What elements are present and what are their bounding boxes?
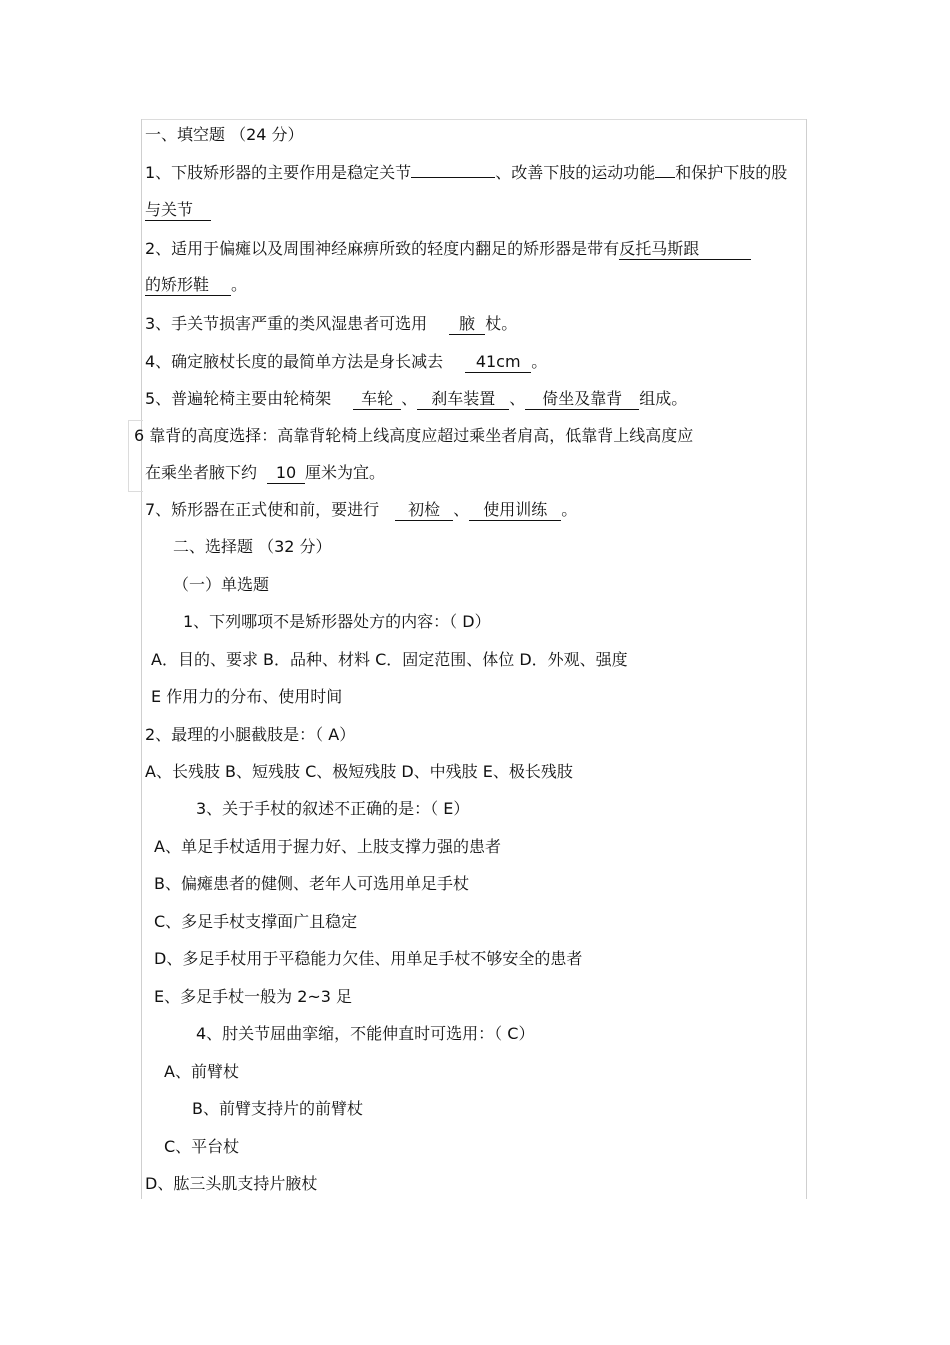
q7-answer-1: 初检	[395, 500, 453, 521]
q5-prefix: 5、普遍轮椅主要由轮椅架	[145, 389, 332, 408]
mc1-option-e: E 作用力的分布、使用时间	[151, 687, 343, 706]
q5-line	[145, 388, 687, 410]
page-border-right	[806, 119, 807, 1199]
q1-prefix: 1、下肢矫形器的主要作用是稳定关节	[145, 163, 412, 182]
mc4-option-c: C、平台杖	[164, 1137, 240, 1156]
q1-line2	[145, 199, 211, 221]
q4-prefix: 4、确定腋杖长度的最简单方法是身长减去	[145, 352, 444, 371]
section2-sub1: （一）单选题	[173, 575, 270, 594]
q3-suffix: 杖。	[485, 314, 518, 333]
q1-blank-1	[411, 177, 495, 178]
mc3-option-e: E、多足手杖一般为 2~3 足	[154, 987, 353, 1006]
q1-mid2: 和保护下肢的股	[675, 163, 788, 182]
mc4-option-d: D、肱三头肌支持片腋杖	[145, 1174, 318, 1193]
mc3-option-d: D、多足手杖用于平稳能力欠佳、用单足手杖不够安全的患者	[154, 949, 583, 968]
page-border-left	[141, 119, 142, 1199]
q7-prefix: 7、矫形器在正式使和前，要进行	[145, 500, 380, 519]
section2-title: 二、选择题 （32 分）	[173, 537, 332, 556]
mc1-question: 1、下列哪项不是矫形器处方的内容：（ D）	[183, 612, 491, 631]
q3-answer: 腋	[449, 314, 485, 335]
mc4-question: 4、肘关节屈曲挛缩，不能伸直时可选用：（ C）	[196, 1024, 535, 1043]
q2-line1	[145, 238, 751, 260]
q1-line1	[145, 162, 787, 184]
section1-title: 一、填空题 （24 分）	[145, 125, 304, 144]
q7-line	[145, 499, 577, 521]
q5-answer-2: 刹车装置	[417, 389, 509, 410]
q2-prefix: 2、适用于偏瘫以及周围神经麻痹所致的轻度内翻足的矫形器是带有	[145, 239, 620, 258]
q4-answer: 41cm	[465, 352, 531, 373]
q6-answer: 10	[267, 463, 305, 484]
q7-suffix: 。	[561, 500, 578, 519]
q6-suffix: 厘米为宜。	[305, 463, 386, 482]
q5-answer-3: 倚坐及靠背	[525, 389, 639, 410]
q1-blank-2	[655, 177, 675, 178]
q4-line	[145, 351, 547, 373]
page-border-top	[141, 119, 807, 120]
q2-line2	[145, 274, 247, 296]
q7-sep: 、	[453, 500, 470, 519]
q6-line2	[145, 462, 385, 484]
q2-answer: 反托马斯跟	[619, 239, 751, 260]
q7-answer-2: 使用训练	[469, 500, 561, 521]
mc4-option-b: B、前臂支持片的前臂杖	[192, 1099, 363, 1118]
q2-end: 。	[231, 275, 248, 294]
q4-suffix: 。	[531, 352, 548, 371]
q5-sep-1: 、	[401, 389, 418, 408]
mc3-option-a: A、单足手杖适用于握力好、上肢支撑力强的患者	[154, 837, 501, 856]
mc2-options: A、长残肢 B、短残肢 C、极短残肢 D、中残肢 E、极长残肢	[145, 762, 573, 781]
mc1-options: A．目的、要求 B．品种、材料 C．固定范围、体位 D．外观、强度	[151, 650, 628, 669]
q6-line1: 6 靠背的高度选择：高靠背轮椅上线高度应超过乘坐者肩高，低靠背上线高度应	[134, 426, 694, 445]
q1-mid: 、改善下肢的运动功能	[495, 163, 656, 182]
mc2-question: 2、最理的小腿截肢是：（ A）	[145, 725, 356, 744]
q6-prefix: 在乘坐者腋下约	[145, 463, 258, 482]
q2-line2-text: 的矫形鞋	[145, 275, 231, 296]
mc3-option-c: C、多足手杖支撑面广且稳定	[154, 912, 358, 931]
q5-suffix: 组成。	[639, 389, 688, 408]
q3-prefix: 3、手关节损害严重的类风湿患者可选用	[145, 314, 428, 333]
q5-sep-2: 、	[509, 389, 526, 408]
q3-line	[145, 313, 517, 335]
q1-line2-text: 与关节	[145, 200, 211, 221]
mc4-option-a: A、前臂杖	[164, 1062, 239, 1081]
mc3-question: 3、关于手杖的叙述不正确的是：（ E）	[196, 799, 470, 818]
q5-answer-1: 车轮	[353, 389, 401, 410]
mc3-option-b: B、偏瘫患者的健侧、老年人可选用单足手杖	[154, 874, 469, 893]
